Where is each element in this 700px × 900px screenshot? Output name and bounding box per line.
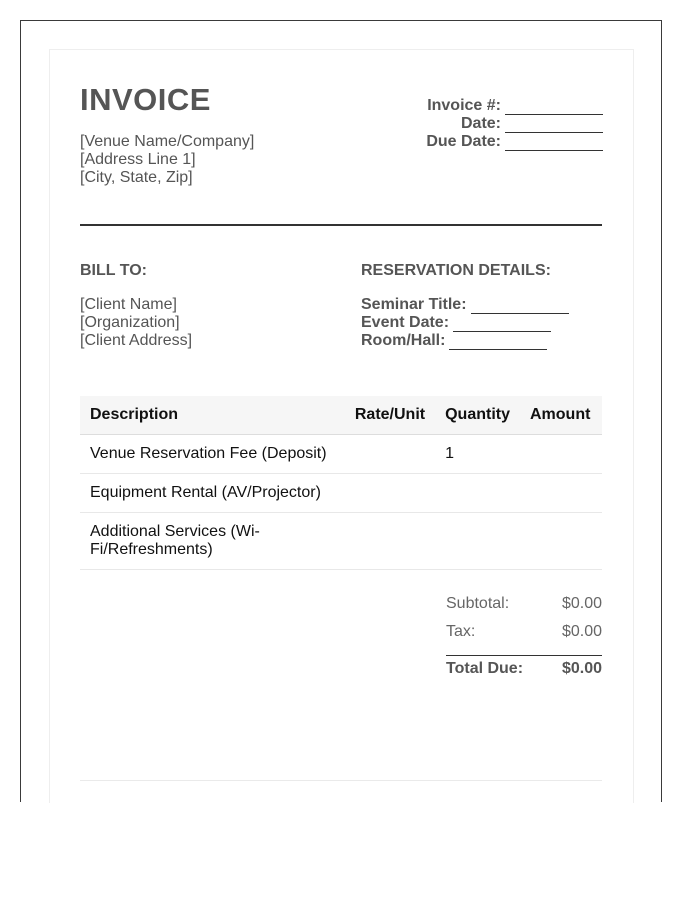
invoice-number-row	[426, 97, 603, 115]
seminar-title-blank	[471, 300, 569, 314]
footer-divider	[80, 780, 602, 781]
sender-name: [Venue Name/Company]	[80, 133, 255, 150]
table-header-row	[80, 396, 602, 434]
event-date-row	[361, 314, 569, 332]
item-amount	[520, 473, 602, 512]
item-quantity	[435, 473, 520, 512]
totals-section	[446, 595, 602, 683]
item-rate	[345, 434, 435, 473]
total-due-row	[446, 655, 602, 683]
seminar-title-label: Seminar Title:	[361, 296, 467, 313]
due-date-row	[426, 133, 603, 151]
room-hall-row	[361, 332, 569, 350]
column-header-quantity: Quantity	[435, 396, 520, 434]
item-quantity: 1	[435, 434, 520, 473]
item-amount	[520, 512, 602, 569]
column-header-rate: Rate/Unit	[345, 396, 435, 434]
subtotal-label: Subtotal:	[446, 595, 510, 612]
room-hall-blank	[449, 336, 547, 350]
invoice-number-blank	[505, 101, 603, 115]
room-hall-label: Room/Hall:	[361, 332, 446, 349]
item-rate	[345, 473, 435, 512]
invoice-number-label: Invoice #:	[427, 97, 501, 114]
table-row	[80, 473, 602, 512]
invoice-page-frame	[20, 20, 662, 802]
invoice-date-blank	[505, 119, 603, 133]
subtotal-value: $0.00	[561, 595, 602, 612]
reservation-details-heading: RESERVATION DETAILS:	[361, 262, 551, 279]
item-description: Equipment Rental (AV/Projector)	[80, 473, 345, 512]
item-rate	[345, 512, 435, 569]
table-row	[80, 512, 602, 569]
sender-address-line: [Address Line 1]	[80, 151, 196, 168]
table-row	[80, 434, 602, 473]
item-amount	[520, 434, 602, 473]
invoice-meta	[426, 97, 603, 151]
tax-label: Tax:	[446, 623, 476, 640]
total-due-label: Total Due:	[446, 660, 524, 677]
sender-city-line: [City, State, Zip]	[80, 169, 193, 186]
bill-to-section	[80, 262, 192, 350]
client-organization: [Organization]	[80, 314, 180, 331]
tax-value: $0.00	[561, 623, 602, 640]
tax-row	[446, 623, 602, 651]
total-due-value: $0.00	[561, 660, 602, 677]
line-items-table	[80, 396, 602, 570]
item-quantity	[435, 512, 520, 569]
invoice-date-label: Date:	[460, 115, 501, 132]
header-divider	[80, 224, 602, 226]
column-header-description: Description	[80, 396, 345, 434]
invoice-title: INVOICE	[80, 82, 211, 117]
reservation-details-section	[361, 262, 569, 350]
column-header-amount: Amount	[520, 396, 602, 434]
due-date-blank	[505, 137, 603, 151]
event-date-blank	[453, 318, 551, 332]
due-date-label: Due Date:	[426, 133, 501, 150]
bill-to-heading: BILL TO:	[80, 262, 147, 279]
item-description: Additional Services (Wi-Fi/Refreshments)	[80, 512, 345, 569]
event-date-label: Event Date:	[361, 314, 450, 331]
item-description: Venue Reservation Fee (Deposit)	[80, 434, 345, 473]
client-name: [Client Name]	[80, 296, 177, 313]
sender-address	[80, 133, 254, 187]
seminar-title-row	[361, 296, 569, 314]
invoice-document	[49, 49, 634, 803]
subtotal-row	[446, 595, 602, 623]
invoice-date-row	[426, 115, 603, 133]
client-address: [Client Address]	[80, 332, 193, 349]
bill-to-lines	[80, 296, 192, 350]
